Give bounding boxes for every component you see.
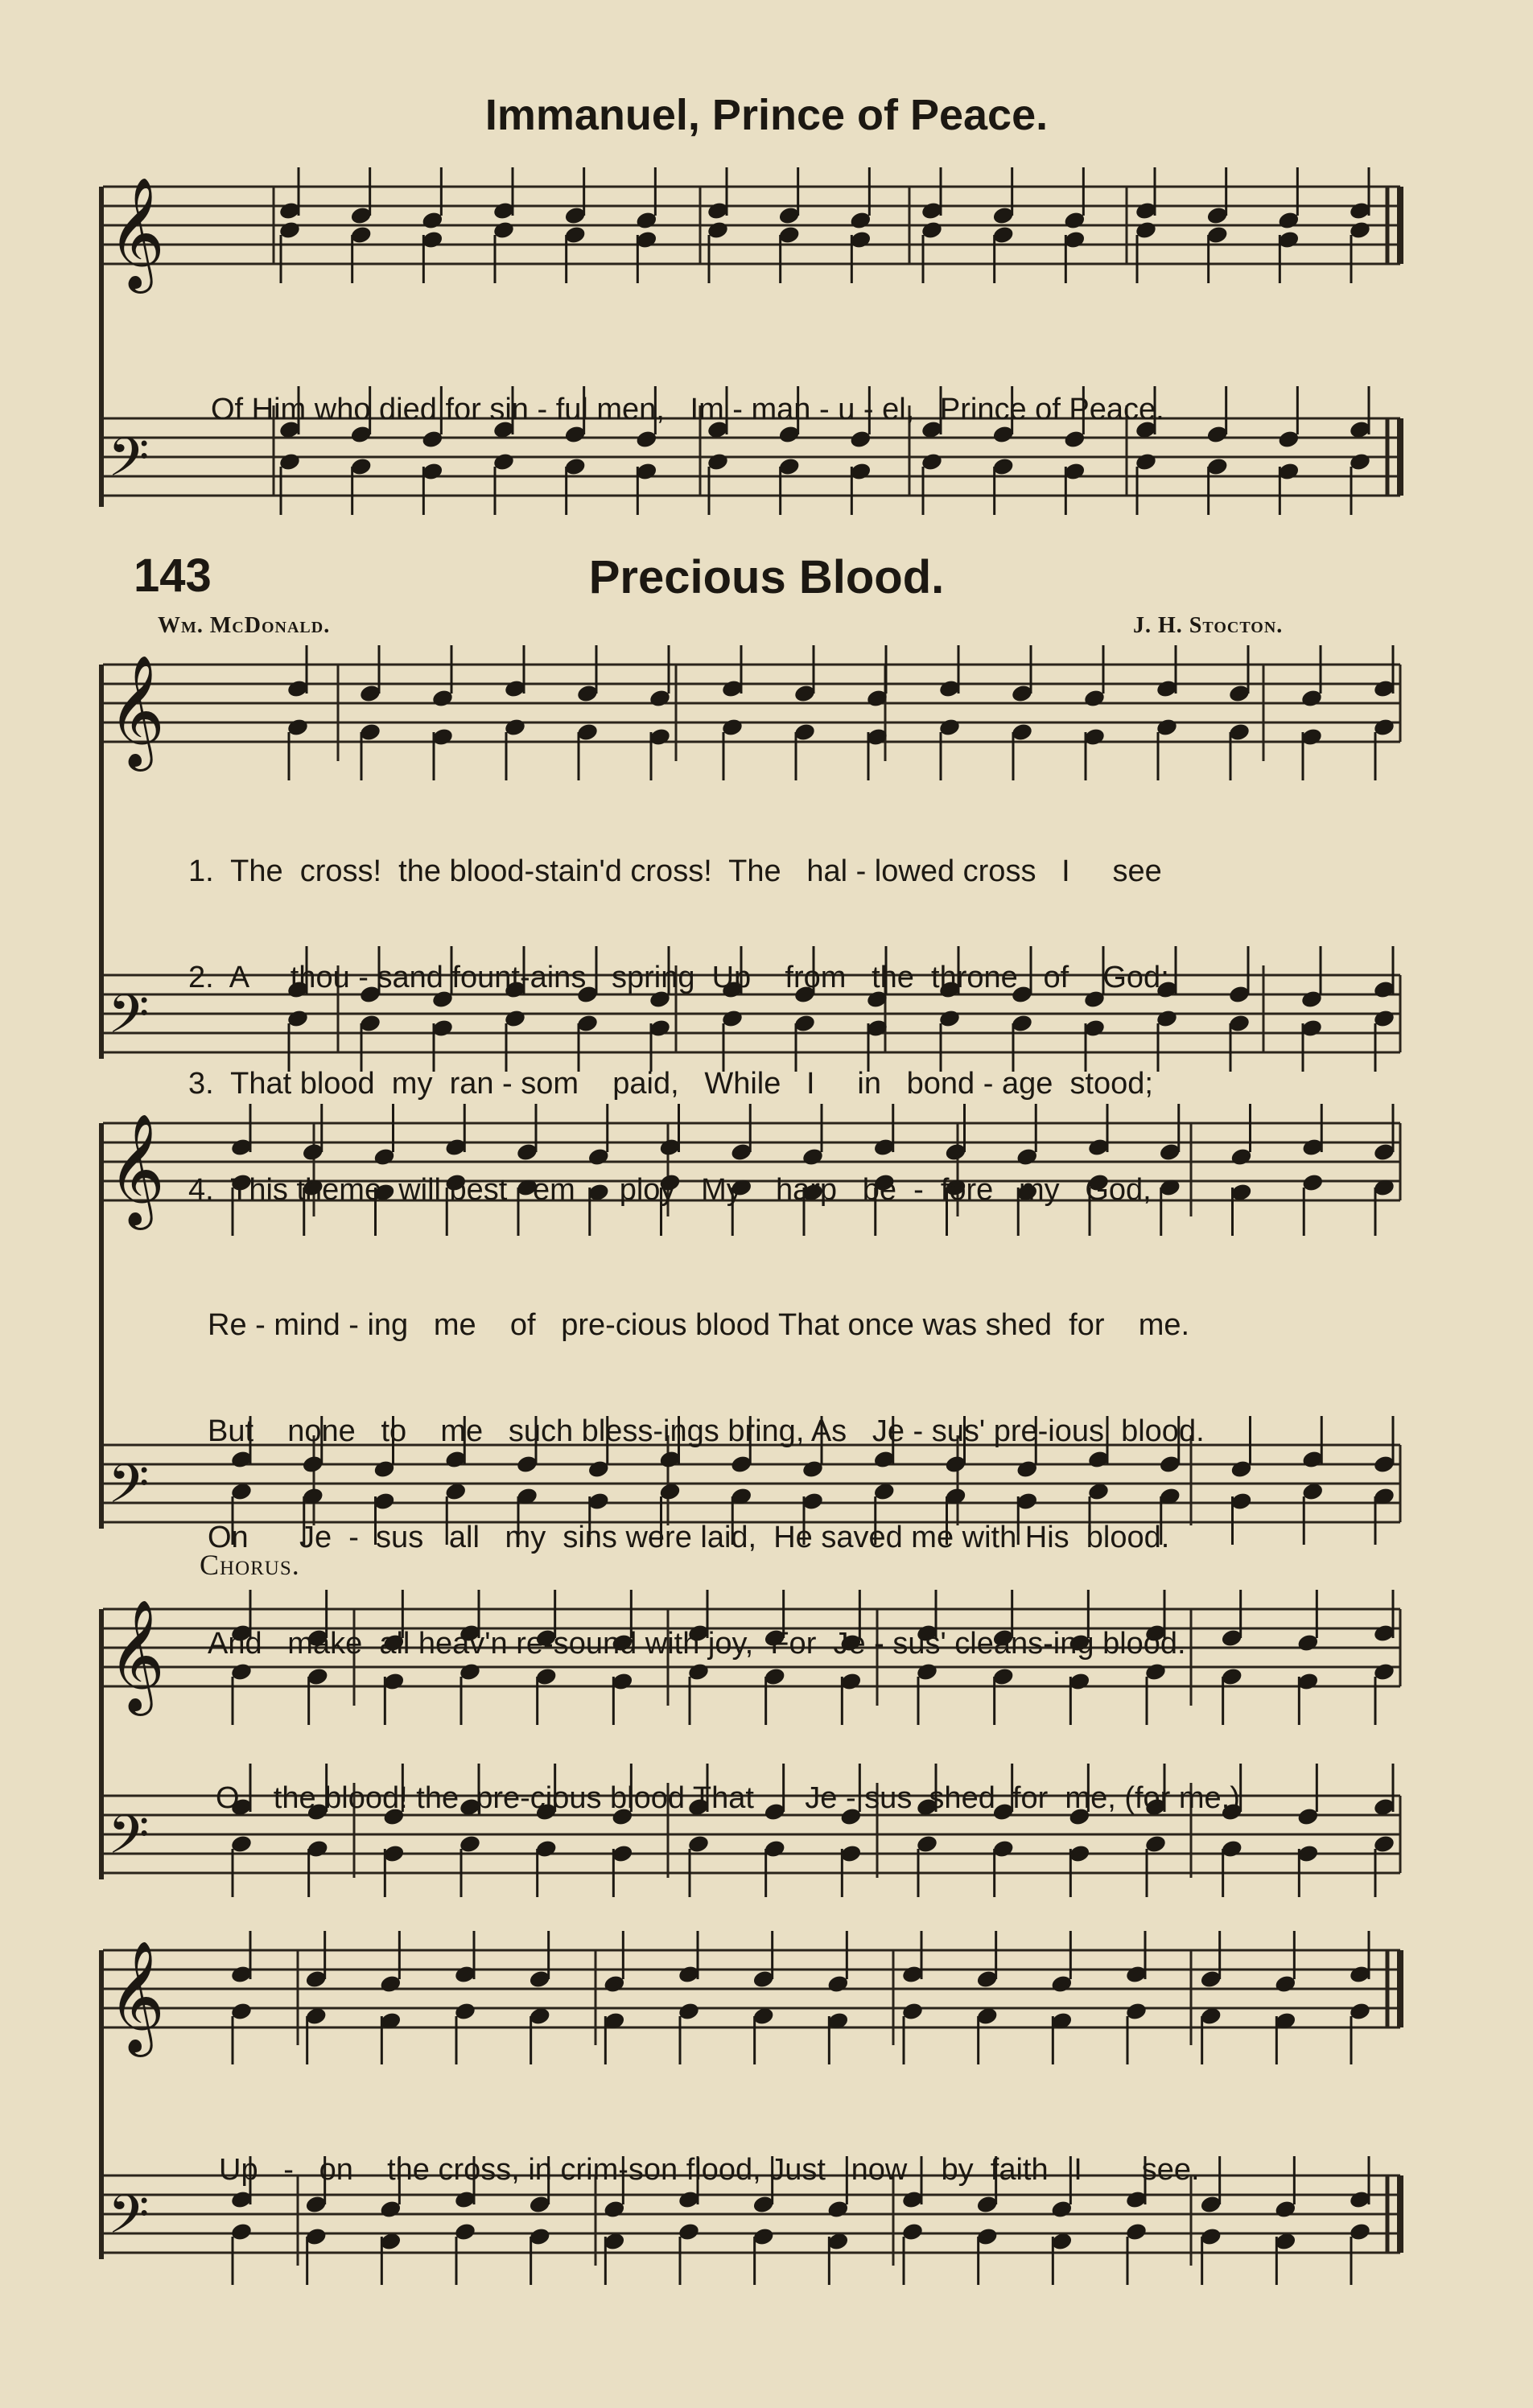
hymn-title: Precious Blood. bbox=[588, 551, 945, 603]
treble-clef-icon: 𝄞 bbox=[108, 1113, 165, 1225]
lyric-line: O the blood! the pre-cious blood That Je - sus shed for me, (for me,) bbox=[216, 1781, 1240, 1815]
lyric-line: Of Him who died for sin - ful men, Im - man - u - el, Prince of Peace. bbox=[211, 393, 1164, 426]
bass-clef-icon: 𝄢 bbox=[108, 2184, 150, 2258]
verse-line: Re - mind - ing me of pre-cious blood That once was shed for me. bbox=[208, 1308, 1190, 1342]
verses-part1 bbox=[188, 785, 1444, 1279]
hymn-number: 143 bbox=[134, 550, 212, 602]
treble-clef-icon: 𝄞 bbox=[108, 1599, 165, 1711]
bass-clef-icon: 𝄢 bbox=[108, 1804, 150, 1879]
prev-hymn-title: Immanuel, Prince of Peace. bbox=[484, 91, 1049, 139]
bass-clef-icon: 𝄢 bbox=[108, 983, 150, 1058]
chorus-line-1 bbox=[216, 1712, 1439, 1887]
treble-clef-icon: 𝄞 bbox=[108, 177, 165, 289]
chorus-label: Chorus. bbox=[200, 1549, 300, 1581]
verse-line: 4. This theme will best em - ploy My harp be - fore my God, bbox=[188, 1173, 1152, 1207]
hymn-composer: J. H. Stocton. bbox=[1133, 613, 1284, 638]
verse-line: On Je - sus all my sins were laid, He saved me with His blood. bbox=[208, 1521, 1170, 1554]
treble-clef-icon: 𝄞 bbox=[108, 655, 165, 767]
bass-clef-icon: 𝄢 bbox=[108, 426, 150, 501]
lyric-line: Up - on the cross, in crim-son flood, Just now by faith I see. bbox=[219, 2153, 1200, 2187]
treble-clef-icon: 𝄞 bbox=[108, 1941, 165, 2052]
prev-hymn-lyric bbox=[211, 323, 1418, 499]
verse-line: 1. The cross! the blood-stain'd cross! The hal - lowed cross I see bbox=[188, 854, 1162, 888]
verse-line: But none to me such bless-ings bring, As Je - sus' pre-ious blood. bbox=[208, 1414, 1205, 1448]
verse-line: 2. A thou - sand fount-ains spring Up from the throne of God; bbox=[188, 961, 1169, 994]
verse-line: 3. That blood my ran - som paid, While I in bond - age stood; bbox=[188, 1067, 1153, 1101]
chorus-line-2 bbox=[219, 2084, 1426, 2259]
verse-line: And make all heav'n re-sound with joy, For Je - sus' cleans-ing blood. bbox=[208, 1627, 1186, 1661]
bass-clef-icon: 𝄢 bbox=[108, 1453, 150, 1528]
verses-part2 bbox=[208, 1239, 1447, 1733]
hymn-author: Wm. McDonald. bbox=[158, 613, 331, 638]
